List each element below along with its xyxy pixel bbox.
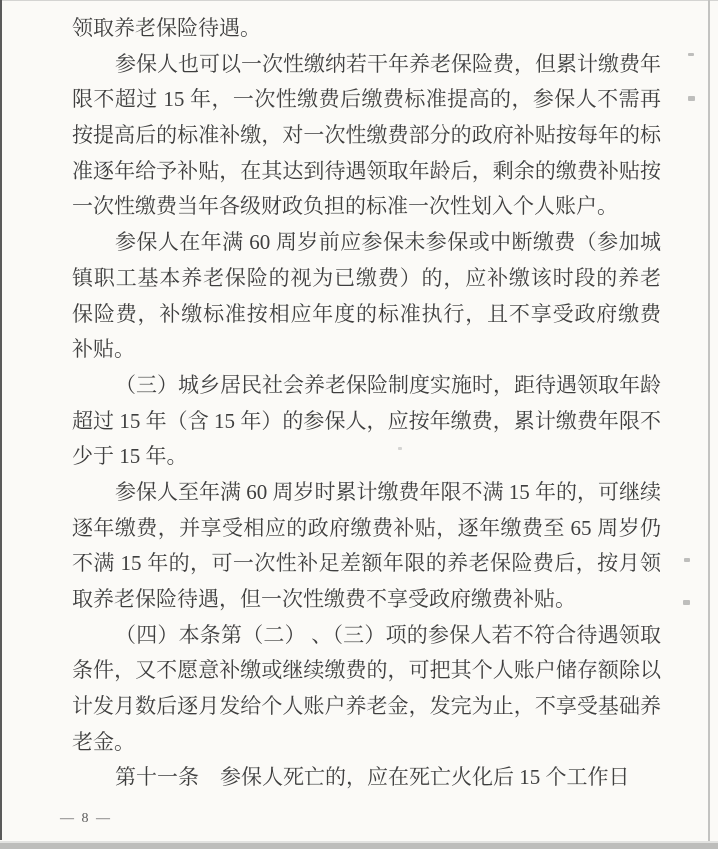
text-line: 参保人在年满 60 周岁前应参保未参保或中断缴费（参加城 bbox=[115, 230, 661, 255]
text-line: 老金。 bbox=[72, 729, 135, 754]
ink-smudge bbox=[688, 96, 695, 101]
page-number: — 8 — bbox=[60, 811, 112, 826]
text-line: 第十一条 参保人死亡的，应在死亡火化后 15 个工作日 bbox=[115, 765, 630, 790]
text-line: 参保人也可以一次性缴纳若干年养老保险费，但累计缴费年 bbox=[115, 51, 661, 76]
ink-smudge bbox=[683, 600, 690, 605]
text-line: （四）本条第（二） 、（三）项的参保人若不符合待遇领取 bbox=[115, 622, 661, 647]
text-line: 补贴。 bbox=[72, 337, 135, 362]
text-line: 条件，又不愿意补缴或继续缴费的，可把其个人账户储存额除以 bbox=[72, 658, 661, 683]
text-line: （三）城乡居民社会养老保险制度实施时，距待遇领取年龄 bbox=[115, 372, 661, 397]
scan-edge-right bbox=[708, 0, 710, 849]
text-line: 一次性缴费当年各级财政负担的标准一次性划入个人账户。 bbox=[72, 194, 618, 219]
text-line: 计发月数后逐月发给个人账户养老金，发完为止，不享受基础养 bbox=[72, 694, 661, 719]
ink-smudge bbox=[684, 558, 690, 562]
text-line: 保险费，补缴标准按相应年度的标准执行，且不享受政府缴费 bbox=[72, 301, 661, 326]
text-line: 限不超过 15 年，一次性缴费后缴费标准提高的，参保人不需再 bbox=[72, 87, 661, 112]
ink-smudge bbox=[688, 53, 694, 56]
text-line: 按提高后的标准补缴，对一次性缴费部分的政府补贴按每年的标 bbox=[72, 123, 661, 148]
text-line: 少于 15 年。 bbox=[72, 444, 188, 469]
text-line: 领取养老保险待遇。 bbox=[72, 16, 261, 40]
scan-edge-bottom bbox=[0, 843, 718, 849]
text-line: 取养老保险待遇，但一次性缴费不享受政府缴费补贴。 bbox=[72, 587, 576, 611]
scan-edge-top bbox=[0, 0, 718, 1]
document-body bbox=[72, 11, 661, 796]
text-line: 超过 15 年（含 15 年）的参保人，应按年缴费，累计缴费年限不 bbox=[72, 408, 661, 433]
text-line: 镇职工基本养老保险的视为已缴费）的，应补缴该时段的养老 bbox=[72, 265, 661, 290]
text-line: 逐年缴费，并享受相应的政府缴费补贴，逐年缴费至 65 周岁仍 bbox=[72, 515, 661, 540]
text-line: 不满 15 年的，可一次性补足差额年限的养老保险费后，按月领 bbox=[72, 551, 661, 576]
scan-edge-left bbox=[0, 0, 2, 840]
text-line: 参保人至年满 60 周岁时累计缴费年限不满 15 年的，可继续 bbox=[115, 479, 661, 504]
text-line: 准逐年给予补贴，在其达到待遇领取年龄后，剩余的缴费补贴按 bbox=[72, 158, 661, 183]
